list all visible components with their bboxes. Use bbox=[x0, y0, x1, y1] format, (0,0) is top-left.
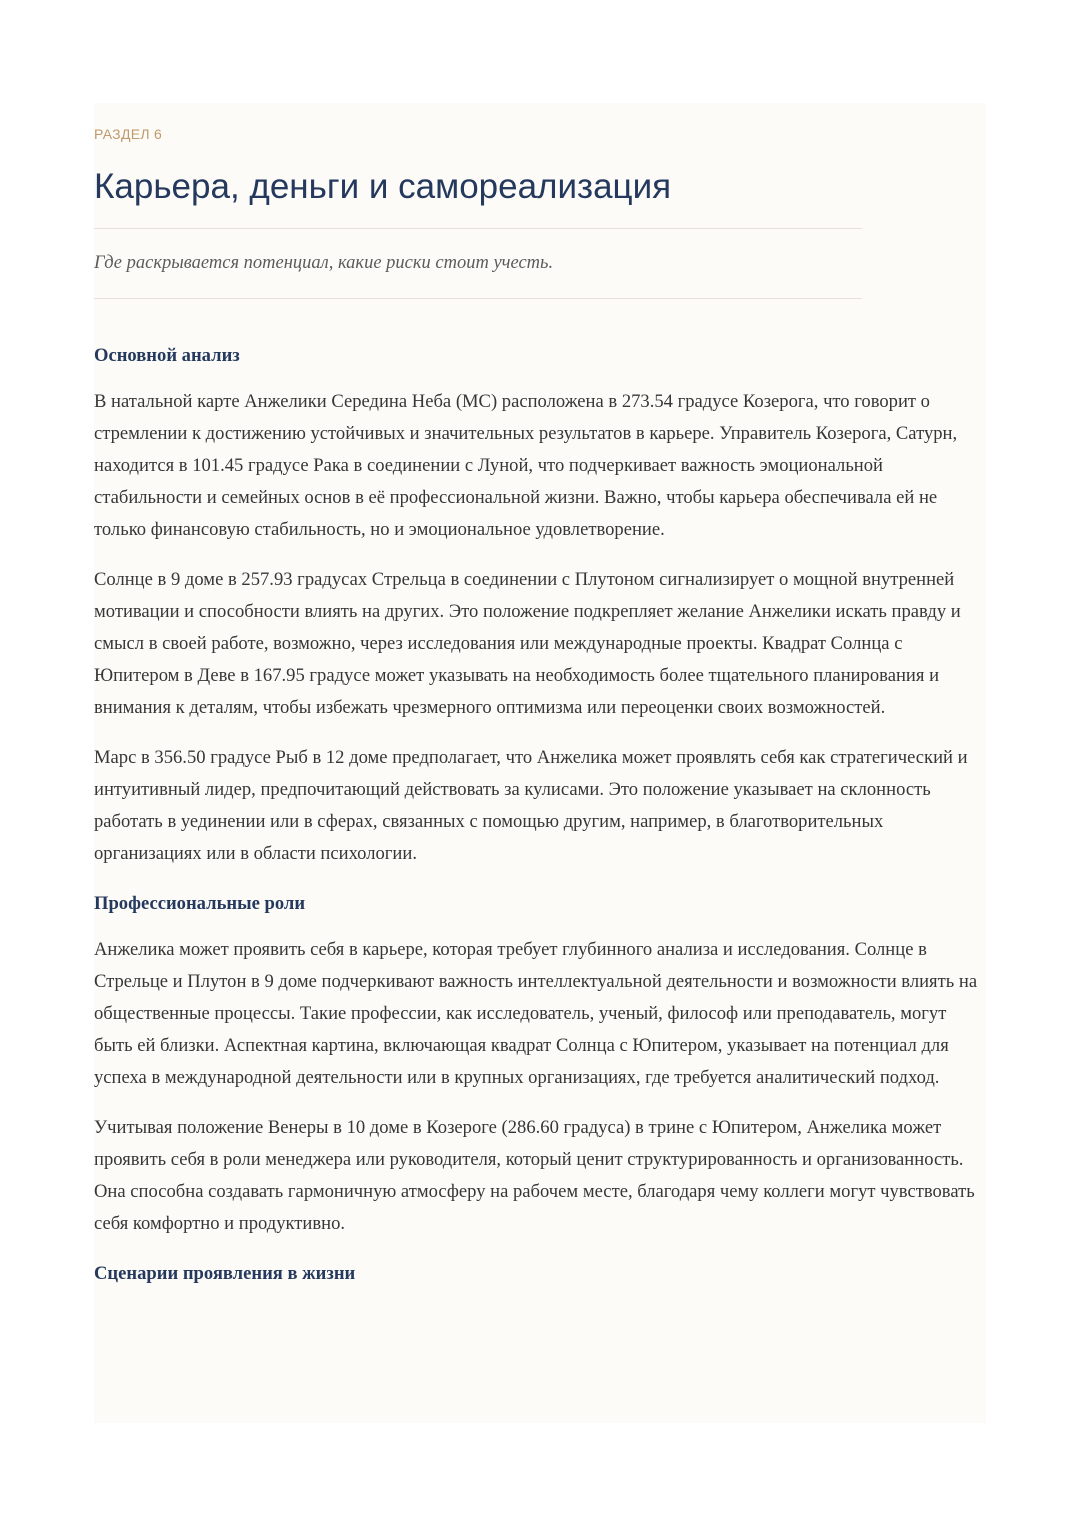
paragraph-sun: Солнце в 9 доме в 257.93 градусах Стрельца в соединении с Плутоном сигнализирует о мощной внутренней мотивации и способности влиять на других. Это положение подкрепляет желание Анжелики искать правду и смысл в своей работе, возможно, через исследования или международные проекты. Квадрат Солнца с Юпитером в Деве в 167.95 градусе может указывать на необходимость более тщательного планирования и внимания к деталям, чтобы избежать чрезмерного оптимизма или переоценки своих возможностей. bbox=[94, 569, 961, 718]
paragraph-venus: Учитывая положение Венеры в 10 доме в Козероге (286.60 градуса) в трине с Юпитером, Анжелика может проявить себя в роли менеджера или руководителя, который ценит структурированность и организованность. Она способна создавать гармоничную атмосферу на рабочем месте, благодаря чему коллеги могут чувствовать себя комфортно и продуктивно. bbox=[94, 1117, 975, 1234]
paragraph-mc: В натальной карте Анжелики Середина Неба (MC) расположена в 273.54 градусе Козерога, что говорит о стремлении к достижению устойчивых и значительных результатов в карьере. Управитель Козерога, Сатурн, находится в 101.45 градусе Рака в соединении с Луной, что подчеркивает важность эмоциональной стабильности и семейных основ в её профессиональной жизни. Важно, чтобы карьера обеспечивала ей не только финансовую стабильность, но и эмоциональное удовлетворение. bbox=[94, 391, 958, 540]
section-label: РАЗДЕЛ 6 bbox=[94, 126, 163, 142]
heading-main-analysis: Основной анализ bbox=[94, 345, 240, 366]
section-content bbox=[94, 340, 986, 1304]
page-title: Карьера, деньги и самореализация bbox=[94, 167, 672, 206]
heading-professional-roles: Профессиональные роли bbox=[94, 893, 306, 914]
subtitle-divider bbox=[94, 298, 862, 299]
heading-life-scenarios: Сценарии проявления в жизни bbox=[94, 1263, 356, 1284]
title-divider bbox=[94, 228, 862, 229]
document-page bbox=[94, 103, 986, 1423]
paragraph-mars: Марс в 356.50 градусе Рыб в 12 доме предполагает, что Анжелика может проявлять себя как стратегический и интуитивный лидер, предпочитающий действовать за кулисами. Это положение указывает на склонность работать в уединении или в сферах, связанных с помощью другим, например, в благотворительных организациях или в области психологии. bbox=[94, 747, 968, 864]
page-subtitle: Где раскрывается потенциал, какие риски стоит учесть. bbox=[94, 253, 554, 273]
paragraph-career-analysis: Анжелика может проявить себя в карьере, которая требует глубинного анализа и исследования. Солнце в Стрельце и Плутон в 9 доме подчеркивают важность интеллектуальной деятельности и возможности влиять на общественные процессы. Такие профессии, как исследователь, ученый, философ или преподаватель, могут быть ей близки. Аспектная картина, включающая квадрат Солнца с Юпитером, указывает на потенциал для успеха в международной деятельности или в крупных организациях, где требуется аналитический подход. bbox=[94, 939, 978, 1088]
